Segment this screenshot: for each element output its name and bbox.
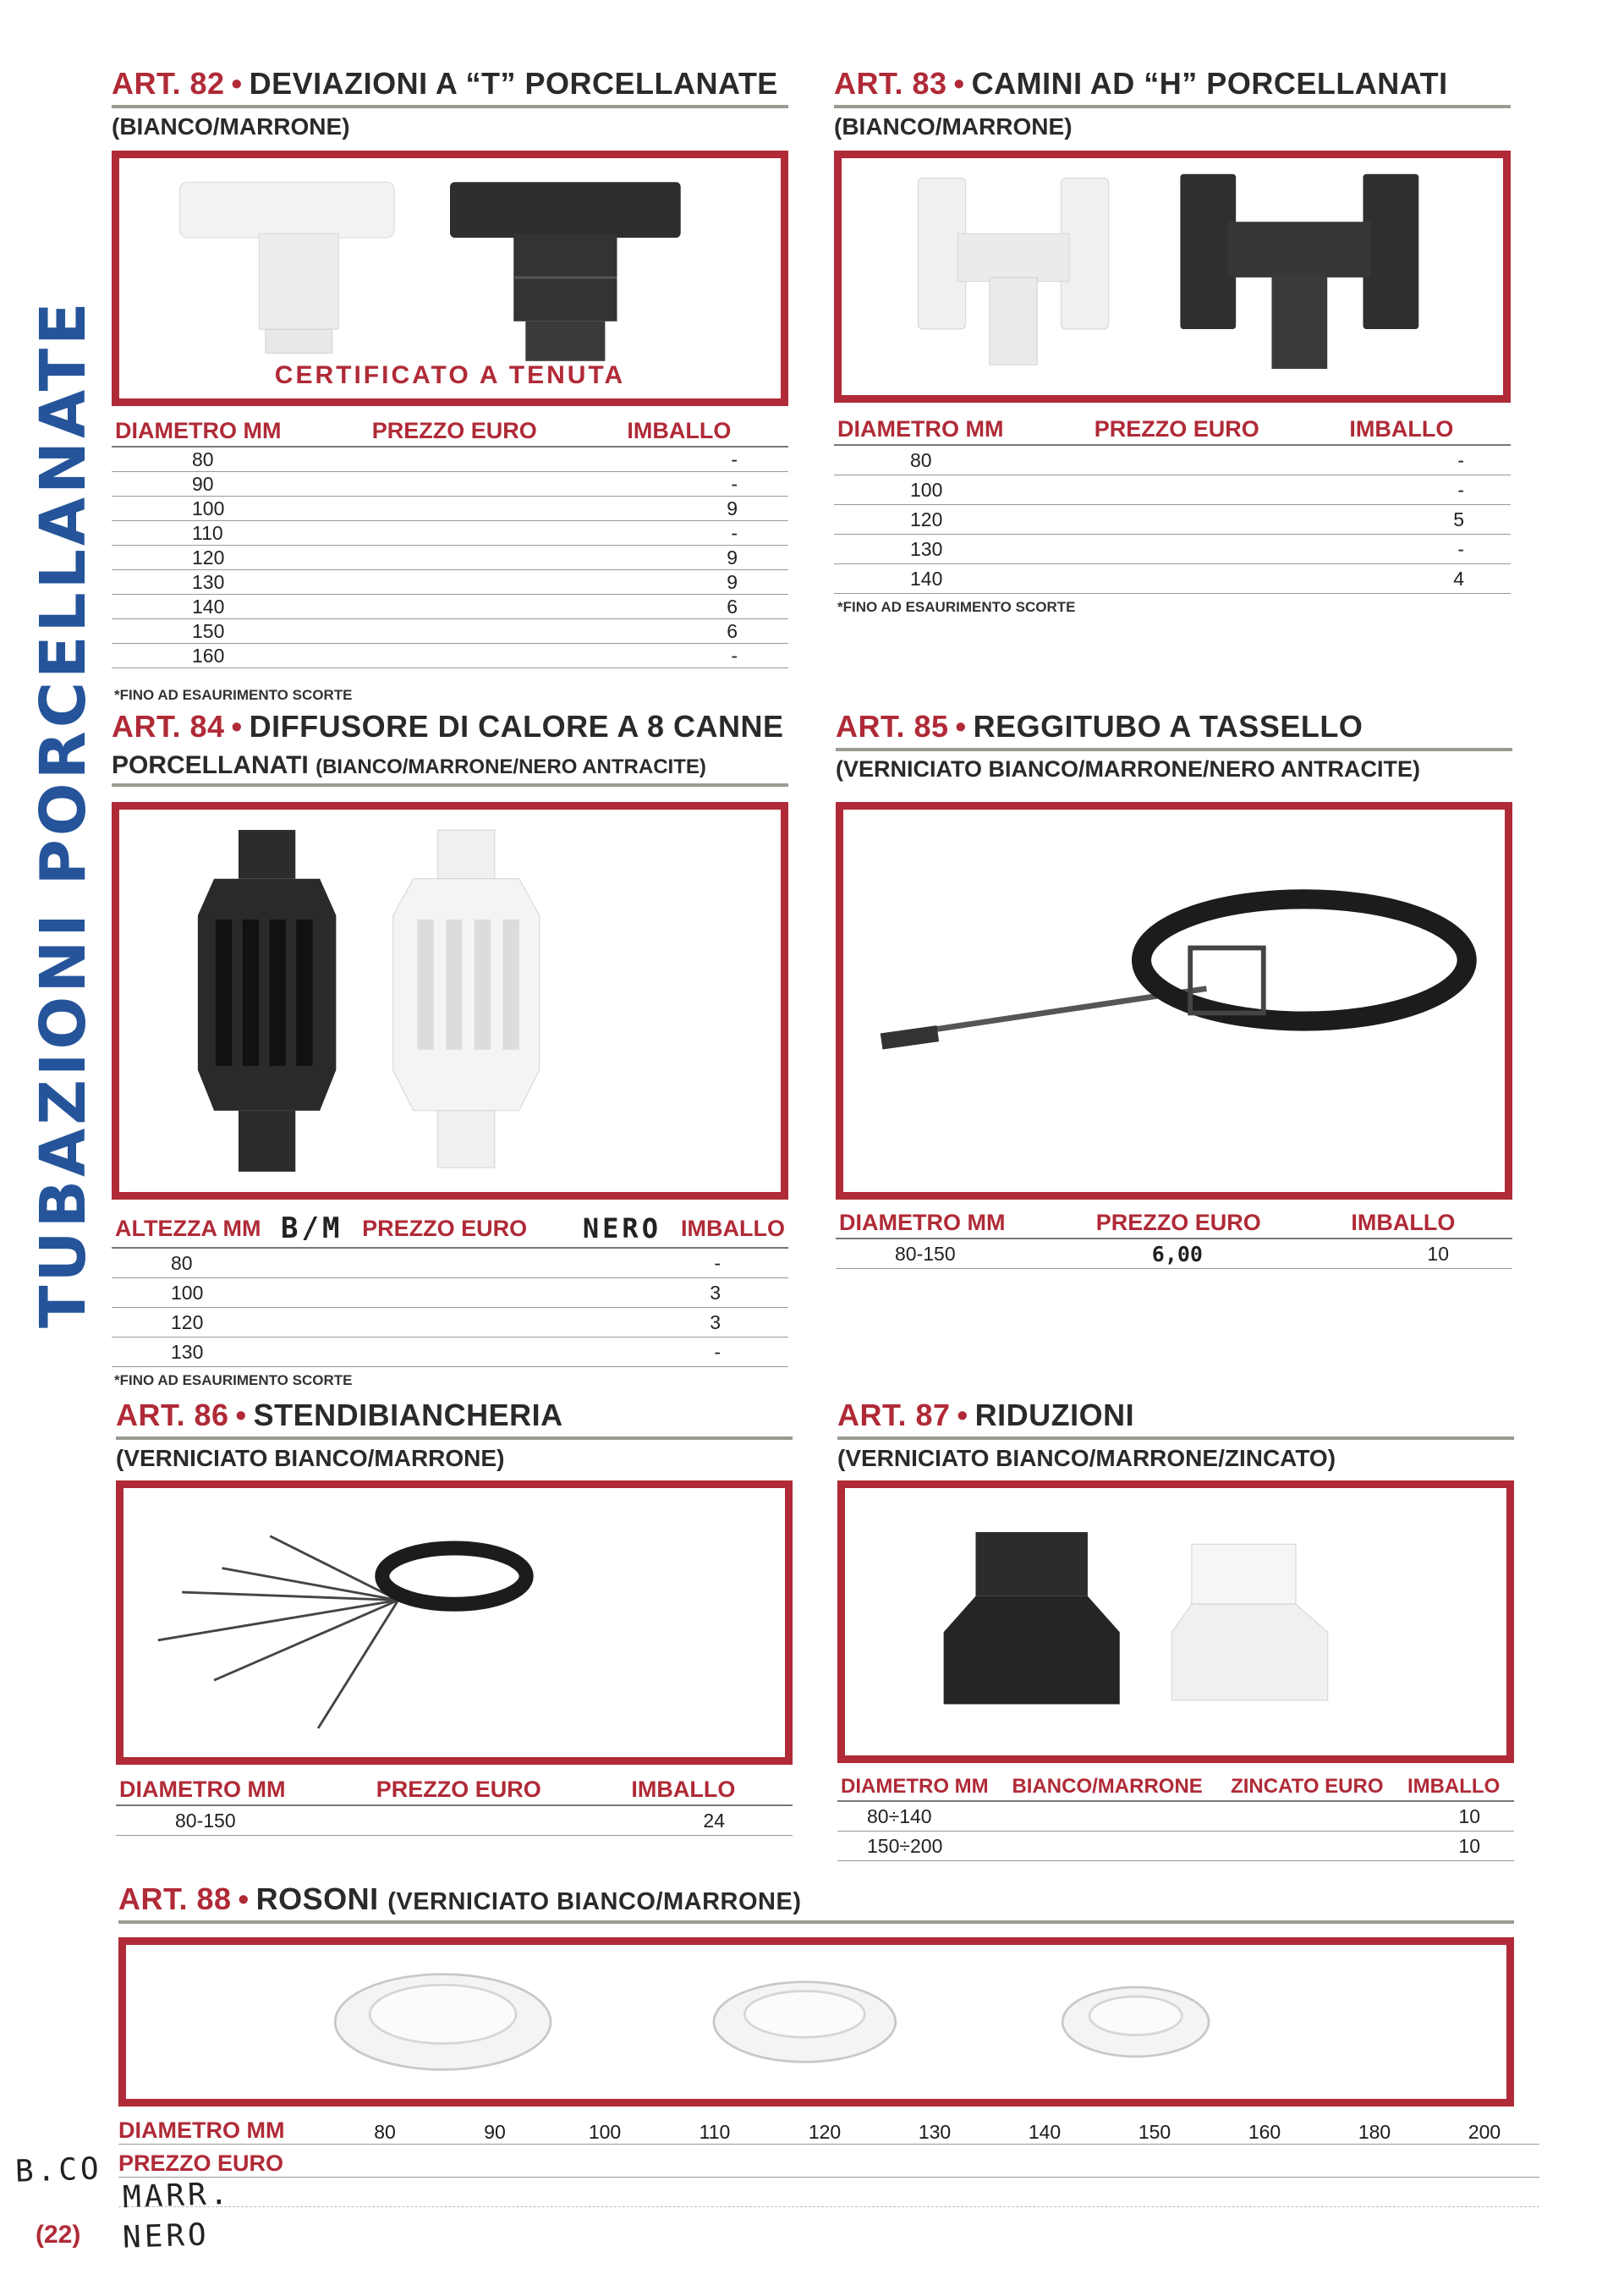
h-pipe-image: [842, 158, 1503, 395]
reducer-image: [845, 1488, 1506, 1755]
table-cell: -: [623, 644, 788, 668]
table-cell: [369, 619, 624, 644]
art85-photo: [836, 802, 1512, 1200]
art82-number: ART. 82: [112, 66, 225, 101]
table-cell: 3: [678, 1278, 788, 1308]
art87-photo: [837, 1480, 1514, 1763]
table-row: [837, 1832, 1514, 1861]
art82-note: *FINO AD ESAURIMENTO SCORTE: [114, 687, 353, 703]
art88-header: ART. 88 • ROSONI (VERNICIATO BIANCO/MARRONE): [118, 1881, 1514, 1924]
table-cell: 80-150: [116, 1805, 373, 1836]
table-cell: [369, 472, 624, 497]
certification-caption: CERTIFICATO A TENUTA: [274, 361, 626, 389]
table-cell: 24: [628, 1805, 793, 1836]
table-cell: [359, 1308, 579, 1338]
art85-table: [836, 1208, 1512, 1269]
table-row: [112, 1338, 788, 1367]
table-row: [112, 546, 788, 570]
art82-table: [112, 416, 788, 668]
table-cell: [369, 447, 624, 472]
table-row: [116, 1805, 793, 1836]
art83-note: *FINO AD ESAURIMENTO SCORTE: [837, 599, 1076, 615]
table-cell: [369, 497, 624, 521]
table-row: [834, 505, 1511, 535]
art86-title: STENDIBIANCHERIA: [253, 1398, 563, 1432]
table-cell: 6: [623, 595, 788, 619]
table-cell: -: [1346, 535, 1511, 564]
col-diametro: DIAMETRO MM: [837, 1773, 1008, 1801]
art84-subtitle-main: PORCELLANATI: [112, 751, 309, 779]
art85-subtitle: (VERNICIATO BIANCO/MARRONE/NERO ANTRACITE): [836, 756, 1420, 782]
handwritten-bco: B.CO: [14, 2151, 103, 2189]
table-cell: 9: [623, 570, 788, 595]
table-cell: 80: [834, 445, 1091, 475]
col-zincato: ZINCATO EURO: [1227, 1773, 1404, 1801]
table-cell: [359, 1278, 579, 1308]
col-imballo: IMBALLO: [623, 416, 788, 447]
table-row: [112, 497, 788, 521]
table-row: [834, 445, 1511, 475]
art83-subtitle: (BIANCO/MARRONE): [834, 113, 1073, 140]
table-cell: -: [1346, 475, 1511, 505]
table-cell: 130: [112, 570, 369, 595]
rosettes-image: [126, 1945, 1506, 2099]
handwritten-bm: B/M: [281, 1211, 343, 1245]
art83-title: CAMINI AD “H” PORCELLANATI: [971, 66, 1448, 101]
art84-subtitle-colors: (BIANCO/MARRONE/NERO ANTRACITE): [315, 755, 706, 778]
art84-table: [112, 1210, 788, 1367]
table-cell: [369, 570, 624, 595]
art83-table: [834, 415, 1511, 594]
art83-photo: [834, 151, 1511, 403]
art84-photo: [112, 802, 788, 1200]
table-cell: 90: [112, 472, 369, 497]
handwritten-nero: NERO: [582, 1212, 661, 1244]
art88-title: ROSONI: [255, 1881, 379, 1916]
art88-number: ART. 88: [118, 1881, 232, 1916]
table-cell: [1227, 1832, 1404, 1861]
table-cell: [1008, 1832, 1227, 1861]
table-row: [834, 535, 1511, 564]
table-cell: 3: [678, 1308, 788, 1338]
art82-title: DEVIAZIONI A “T” PORCELLANATE: [249, 66, 778, 101]
art82-header: ART. 82 • DEVIAZIONI A “T” PORCELLANATE (BIANCO/MARRONE): [112, 66, 788, 140]
col-imballo: IMBALLO: [678, 1210, 788, 1248]
table-cell: 120: [112, 1308, 277, 1338]
table-cell: [277, 1308, 359, 1338]
table-row: [112, 447, 788, 472]
table-cell: 110: [112, 521, 369, 546]
table-cell: [1091, 475, 1347, 505]
table-cell: 10: [1404, 1832, 1514, 1861]
handwritten-marr: MARR.: [122, 2176, 233, 2216]
art86-header: ART. 86 • STENDIBIANCHERIA (VERNICIATO BIANCO/MARRONE): [116, 1398, 793, 1472]
art85-number: ART. 85: [836, 709, 949, 744]
table-cell: 150: [112, 619, 369, 644]
table-cell: [369, 546, 624, 570]
table-cell: 80÷140: [837, 1801, 1008, 1832]
col-imballo: IMBALLO: [1404, 1773, 1514, 1801]
table-cell: [579, 1308, 678, 1338]
table-cell: 80-150: [836, 1239, 1093, 1269]
table-cell: 140: [112, 595, 369, 619]
art87-number: ART. 87: [837, 1398, 951, 1432]
table-cell: [369, 644, 624, 668]
art84-title: DIFFUSORE DI CALORE A 8 CANNE: [249, 709, 784, 744]
table-cell: 150÷200: [837, 1832, 1008, 1861]
art86-number: ART. 86: [116, 1398, 229, 1432]
row-diametro: DIAMETRO MM: [118, 2117, 285, 2143]
table-row: [112, 619, 788, 644]
art85-title: REGGITUBO A TASSELLO: [973, 709, 1363, 744]
col-prezzo: PREZZO EURO: [369, 416, 624, 447]
table-cell: 9: [623, 546, 788, 570]
col-imballo: IMBALLO: [1347, 1208, 1512, 1239]
pipe-clamp-image: [843, 810, 1505, 1192]
col-prezzo: PREZZO EURO: [1093, 1208, 1348, 1239]
col-diametro: DIAMETRO MM: [836, 1208, 1093, 1239]
art85-header: ART. 85 • REGGITUBO A TASSELLO (VERNICIATO BIANCO/MARRONE/NERO ANTRACITE): [836, 709, 1512, 783]
table-cell: 130: [834, 535, 1091, 564]
table-cell: -: [678, 1338, 788, 1367]
table-cell: 160: [112, 644, 369, 668]
art82-photo: [112, 151, 788, 406]
handwritten-nero-row: NERO: [122, 2217, 211, 2255]
table-cell: -: [623, 447, 788, 472]
table-cell: [1091, 535, 1347, 564]
art84-number: ART. 84: [112, 709, 225, 744]
table-row: [834, 564, 1511, 594]
table-row: [112, 570, 788, 595]
table-cell: 10: [1347, 1239, 1512, 1269]
heat-diffuser-image: [119, 810, 781, 1192]
art87-table: [837, 1773, 1514, 1861]
table-row: [836, 1239, 1512, 1269]
table-row: [112, 1278, 788, 1308]
table-row: [118, 2145, 1539, 2178]
table-row: [112, 1248, 788, 1278]
table-cell: -: [678, 1248, 788, 1278]
table-cell: 120: [834, 505, 1091, 535]
col-bianco-marrone: BIANCO/MARRONE: [1008, 1773, 1227, 1801]
art87-title: RIDUZIONI: [974, 1398, 1135, 1432]
table-cell: [579, 1248, 678, 1278]
table-cell: 80: [112, 447, 369, 472]
table-cell: 100: [112, 1278, 277, 1308]
art82-subtitle: (BIANCO/MARRONE): [112, 113, 350, 140]
col-prezzo: PREZZO EURO: [373, 1775, 628, 1805]
col-diametro: DIAMETRO MM: [834, 415, 1091, 445]
art88-photo: [118, 1937, 1514, 2106]
table-cell: 120: [112, 546, 369, 570]
table-cell: [359, 1338, 579, 1367]
table-row: [112, 521, 788, 546]
table-cell: [579, 1338, 678, 1367]
art84-header: ART. 84 • DIFFUSORE DI CALORE A 8 CANNE PORCELLANATI (BIANCO/MARRONE/NERO ANTRACITE): [112, 709, 788, 787]
table-cell: [1091, 564, 1347, 594]
art83-number: ART. 83: [834, 66, 947, 101]
col-prezzo: PREZZO EURO: [359, 1210, 579, 1248]
table-cell: [277, 1278, 359, 1308]
table-cell: [369, 521, 624, 546]
table-cell: 9: [623, 497, 788, 521]
art86-table: [116, 1775, 793, 1836]
row-prezzo: PREZZO EURO: [118, 2150, 284, 2176]
table-cell: [369, 595, 624, 619]
table-cell: [373, 1805, 628, 1836]
table-cell: 100: [834, 475, 1091, 505]
page-number: (22): [36, 2221, 81, 2249]
table-cell: [1227, 1801, 1404, 1832]
col-prezzo: PREZZO EURO: [1091, 415, 1347, 445]
table-cell: 140: [834, 564, 1091, 594]
col-imballo: IMBALLO: [628, 1775, 793, 1805]
table-cell: 4: [1346, 564, 1511, 594]
art88-table: [118, 2112, 1539, 2207]
handwritten-price: 6,00: [1093, 1239, 1348, 1269]
table-cell: [359, 1248, 579, 1278]
table-row: [112, 644, 788, 668]
table-cell: 5: [1346, 505, 1511, 535]
art86-photo: [116, 1480, 793, 1765]
art86-subtitle: (VERNICIATO BIANCO/MARRONE): [116, 1445, 505, 1471]
art87-header: ART. 87 • RIDUZIONI (VERNICIATO BIANCO/MARRONE/ZINCATO): [837, 1398, 1514, 1472]
art83-header: ART. 83 • CAMINI AD “H” PORCELLANATI (BIANCO/MARRONE): [834, 66, 1511, 140]
table-cell: 10: [1404, 1801, 1514, 1832]
clothes-rack-image: [123, 1488, 785, 1757]
table-row: DIAMETRO MM 80 90 100 110 120 130 140 150 160 180 200: [118, 2112, 1539, 2145]
table-row: [112, 595, 788, 619]
table-cell: [579, 1278, 678, 1308]
table-cell: [1008, 1801, 1227, 1832]
table-row: [118, 2178, 1539, 2207]
table-row: [834, 475, 1511, 505]
table-cell: -: [623, 521, 788, 546]
col-diametro: DIAMETRO MM: [112, 416, 369, 447]
table-row: [112, 1308, 788, 1338]
table-cell: [277, 1338, 359, 1367]
table-row: [837, 1801, 1514, 1832]
table-cell: 6: [623, 619, 788, 644]
table-cell: 80: [112, 1248, 277, 1278]
table-cell: -: [623, 472, 788, 497]
side-title: TUBAZIONI PORCELLANATE: [27, 299, 100, 1328]
table-cell: [277, 1248, 359, 1278]
col-imballo: IMBALLO: [1346, 415, 1511, 445]
art84-note: *FINO AD ESAURIMENTO SCORTE: [114, 1372, 353, 1388]
table-cell: 130: [112, 1338, 277, 1367]
art88-subtitle: (VERNICIATO BIANCO/MARRONE): [387, 1888, 802, 1915]
art87-subtitle: (VERNICIATO BIANCO/MARRONE/ZINCATO): [837, 1445, 1336, 1471]
table-row: [112, 472, 788, 497]
table-cell: 100: [112, 497, 369, 521]
col-diametro: DIAMETRO MM: [116, 1775, 373, 1805]
col-altezza: ALTEZZA MM: [112, 1210, 277, 1248]
table-cell: [1091, 445, 1347, 475]
table-cell: -: [1346, 445, 1511, 475]
table-cell: [1091, 505, 1347, 535]
